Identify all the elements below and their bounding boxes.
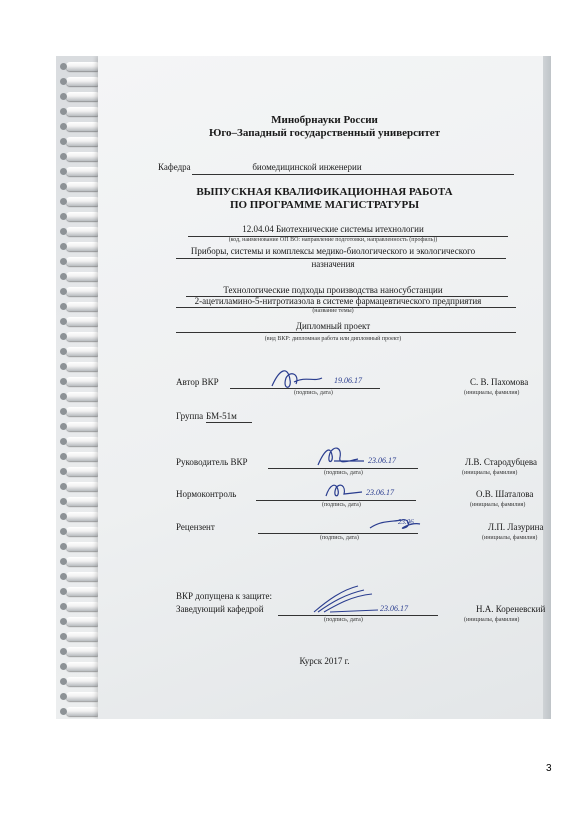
binding-ring	[66, 482, 100, 491]
binding-hole	[60, 708, 67, 715]
binding-ring	[66, 227, 100, 236]
binding-ring	[66, 692, 100, 701]
work-type-line	[176, 332, 516, 333]
binding-hole	[60, 618, 67, 625]
page-number: 3	[546, 763, 552, 774]
reviewer-name: Л.П. Лазурина	[488, 522, 544, 532]
binding-hole	[60, 363, 67, 370]
binding-hole	[60, 543, 67, 550]
binding-hole	[60, 258, 67, 265]
binding-ring	[66, 407, 100, 416]
binding-hole	[60, 408, 67, 415]
binding-ring	[66, 422, 100, 431]
direction-text: 12.04.04 Биотехнические системы итехнологии	[242, 224, 424, 234]
supervisor-date: 23.06.17	[368, 456, 396, 465]
binding-ring	[66, 647, 100, 656]
binding-hole	[60, 183, 67, 190]
author-date: 19.06.17	[334, 376, 362, 385]
binding-hole	[60, 558, 67, 565]
binding-ring	[66, 497, 100, 506]
binding-hole	[60, 483, 67, 490]
binding-hole	[60, 693, 67, 700]
binding-ring	[66, 107, 100, 116]
binding-hole	[60, 393, 67, 400]
binding-hole	[60, 678, 67, 685]
normcontrol-name: О.В. Шаталова	[476, 489, 534, 499]
supervisor-sign-caption: (подпись, дата)	[324, 470, 363, 476]
binding-hole	[60, 663, 67, 670]
binding-hole	[60, 108, 67, 115]
supervisor-label: Руководитель ВКР	[176, 457, 248, 467]
binding-ring	[66, 272, 100, 281]
group-label: Группа	[176, 411, 204, 421]
binding-ring	[66, 62, 100, 71]
head-name-caption: (инициалы, фамилия)	[464, 617, 520, 623]
author-sign-caption: (подпись, дата)	[294, 390, 333, 396]
binding-hole	[60, 513, 67, 520]
binding-hole	[60, 603, 67, 610]
binding-ring	[66, 677, 100, 686]
binding-ring	[66, 122, 100, 131]
work-type: Дипломный проект	[295, 321, 371, 331]
group-line	[206, 422, 252, 423]
normcontrol-name-caption: (инициалы, фамилия)	[470, 502, 526, 508]
reviewer-name-caption: (инициалы, фамилия)	[482, 535, 538, 541]
supervisor-name-caption: (инициалы, фамилия)	[462, 470, 518, 476]
supervisor-signature	[314, 441, 374, 471]
binding-hole	[60, 228, 67, 235]
binding-ring	[66, 572, 100, 581]
binding-hole	[60, 303, 67, 310]
topic-caption: (название темы)	[312, 308, 354, 314]
binding-ring	[66, 152, 100, 161]
title-page	[98, 56, 551, 719]
binding-hole	[60, 198, 67, 205]
binding-hole	[60, 378, 67, 385]
binding-hole	[60, 438, 67, 445]
document-photo	[56, 56, 551, 719]
department-label: Кафедра	[158, 162, 191, 172]
normcontrol-date: 23.06.17	[366, 488, 394, 497]
binding-ring	[66, 437, 100, 446]
profile-line-1: Приборы, системы и комплексы медико-биологического и экологического	[190, 246, 476, 256]
binding-ring	[66, 452, 100, 461]
binding-hole	[60, 648, 67, 655]
reviewer-sign-caption: (подпись, дата)	[320, 535, 359, 541]
group-value: БМ-51м	[206, 411, 237, 421]
binding-hole	[60, 168, 67, 175]
binding-hole	[60, 318, 67, 325]
binding-hole	[60, 573, 67, 580]
author-name: С. В. Пахомова	[470, 377, 529, 387]
binding-hole	[60, 63, 67, 70]
binding-ring	[66, 287, 100, 296]
binding-ring	[66, 332, 100, 341]
binding-hole	[60, 498, 67, 505]
binding-hole	[60, 453, 67, 460]
binding-hole	[60, 243, 67, 250]
head-date: 23.06.17	[380, 604, 408, 613]
head-signature	[308, 582, 388, 616]
binding-ring	[66, 92, 100, 101]
author-name-caption: (инициалы, фамилия)	[464, 390, 520, 396]
binding-hole	[60, 153, 67, 160]
binding-ring	[66, 707, 100, 716]
university-name: Юго–Западный государственный университет	[208, 127, 441, 139]
binding-ring	[66, 257, 100, 266]
supervisor-name: Л.В. Стародубцева	[465, 457, 537, 467]
binding-ring	[66, 167, 100, 176]
work-type-caption: (вид ВКР: дипломная работа или дипломный проект)	[264, 336, 402, 342]
binding-ring	[66, 242, 100, 251]
binding-hole	[60, 528, 67, 535]
binding-hole	[60, 588, 67, 595]
binding-hole	[60, 423, 67, 430]
binding-ring	[66, 137, 100, 146]
department-line	[192, 174, 514, 175]
title-line-2: ПО ПРОГРАММЕ МАГИСТРАТУРЫ	[229, 199, 420, 211]
binding-hole	[60, 333, 67, 340]
normcontrol-sign-caption: (подпись, дата)	[322, 502, 361, 508]
binding-ring	[66, 302, 100, 311]
binding-hole	[60, 123, 67, 130]
binding-ring	[66, 542, 100, 551]
binding-ring	[66, 212, 100, 221]
binding-hole	[60, 273, 67, 280]
binding-hole	[60, 468, 67, 475]
binding-ring	[66, 557, 100, 566]
binding-ring	[66, 182, 100, 191]
reviewer-date: 23.06	[398, 518, 414, 526]
binding-hole	[60, 93, 67, 100]
binding-hole	[60, 213, 67, 220]
normcontrol-label: Нормоконтроль	[176, 489, 237, 499]
binding-ring	[66, 392, 100, 401]
binding-hole	[60, 348, 67, 355]
binding-ring	[66, 347, 100, 356]
city-year: Курск 2017 г.	[299, 656, 350, 666]
binding-spiral	[56, 56, 100, 719]
binding-ring	[66, 77, 100, 86]
normcontrol-signature	[322, 478, 372, 502]
binding-ring	[66, 632, 100, 641]
department-value: биомедицинской инженерии	[252, 162, 362, 172]
head-name: Н.А. Кореневский	[476, 604, 546, 614]
binding-ring	[66, 512, 100, 521]
admitted-label: ВКР допущена к защите:	[176, 591, 272, 601]
topic-line-2: 2-ацетиламино-5-нитротиазола в системе фармацевтического предприятия	[194, 296, 482, 306]
binding-ring	[66, 527, 100, 536]
binding-ring	[66, 362, 100, 371]
binding-hole	[60, 633, 67, 640]
title-line-1: ВЫПУСКНАЯ КВАЛИФИКАЦИОННАЯ РАБОТА	[196, 186, 453, 198]
binding-ring	[66, 317, 100, 326]
binding-hole	[60, 138, 67, 145]
binding-hole	[60, 288, 67, 295]
profile-line-2: назначения	[311, 259, 355, 269]
head-sign-caption: (подпись, дата)	[324, 617, 363, 623]
binding-ring	[66, 662, 100, 671]
ministry-name: Минобрнауки России	[271, 114, 378, 126]
page-edge	[543, 56, 551, 719]
head-label: Заведующий кафедрой	[176, 604, 264, 614]
direction-caption: (код, наименование ОП ВО: направление подготовки, направленность (профиль))	[228, 237, 438, 243]
binding-ring	[66, 377, 100, 386]
binding-ring	[66, 602, 100, 611]
topic-line-1: Технологические подходы производства наносубстанции	[223, 285, 443, 295]
reviewer-label: Рецензент	[176, 522, 215, 532]
binding-hole	[60, 78, 67, 85]
binding-ring	[66, 467, 100, 476]
binding-ring	[66, 587, 100, 596]
author-label: Автор ВКР	[176, 377, 219, 387]
binding-ring	[66, 197, 100, 206]
binding-ring	[66, 617, 100, 626]
